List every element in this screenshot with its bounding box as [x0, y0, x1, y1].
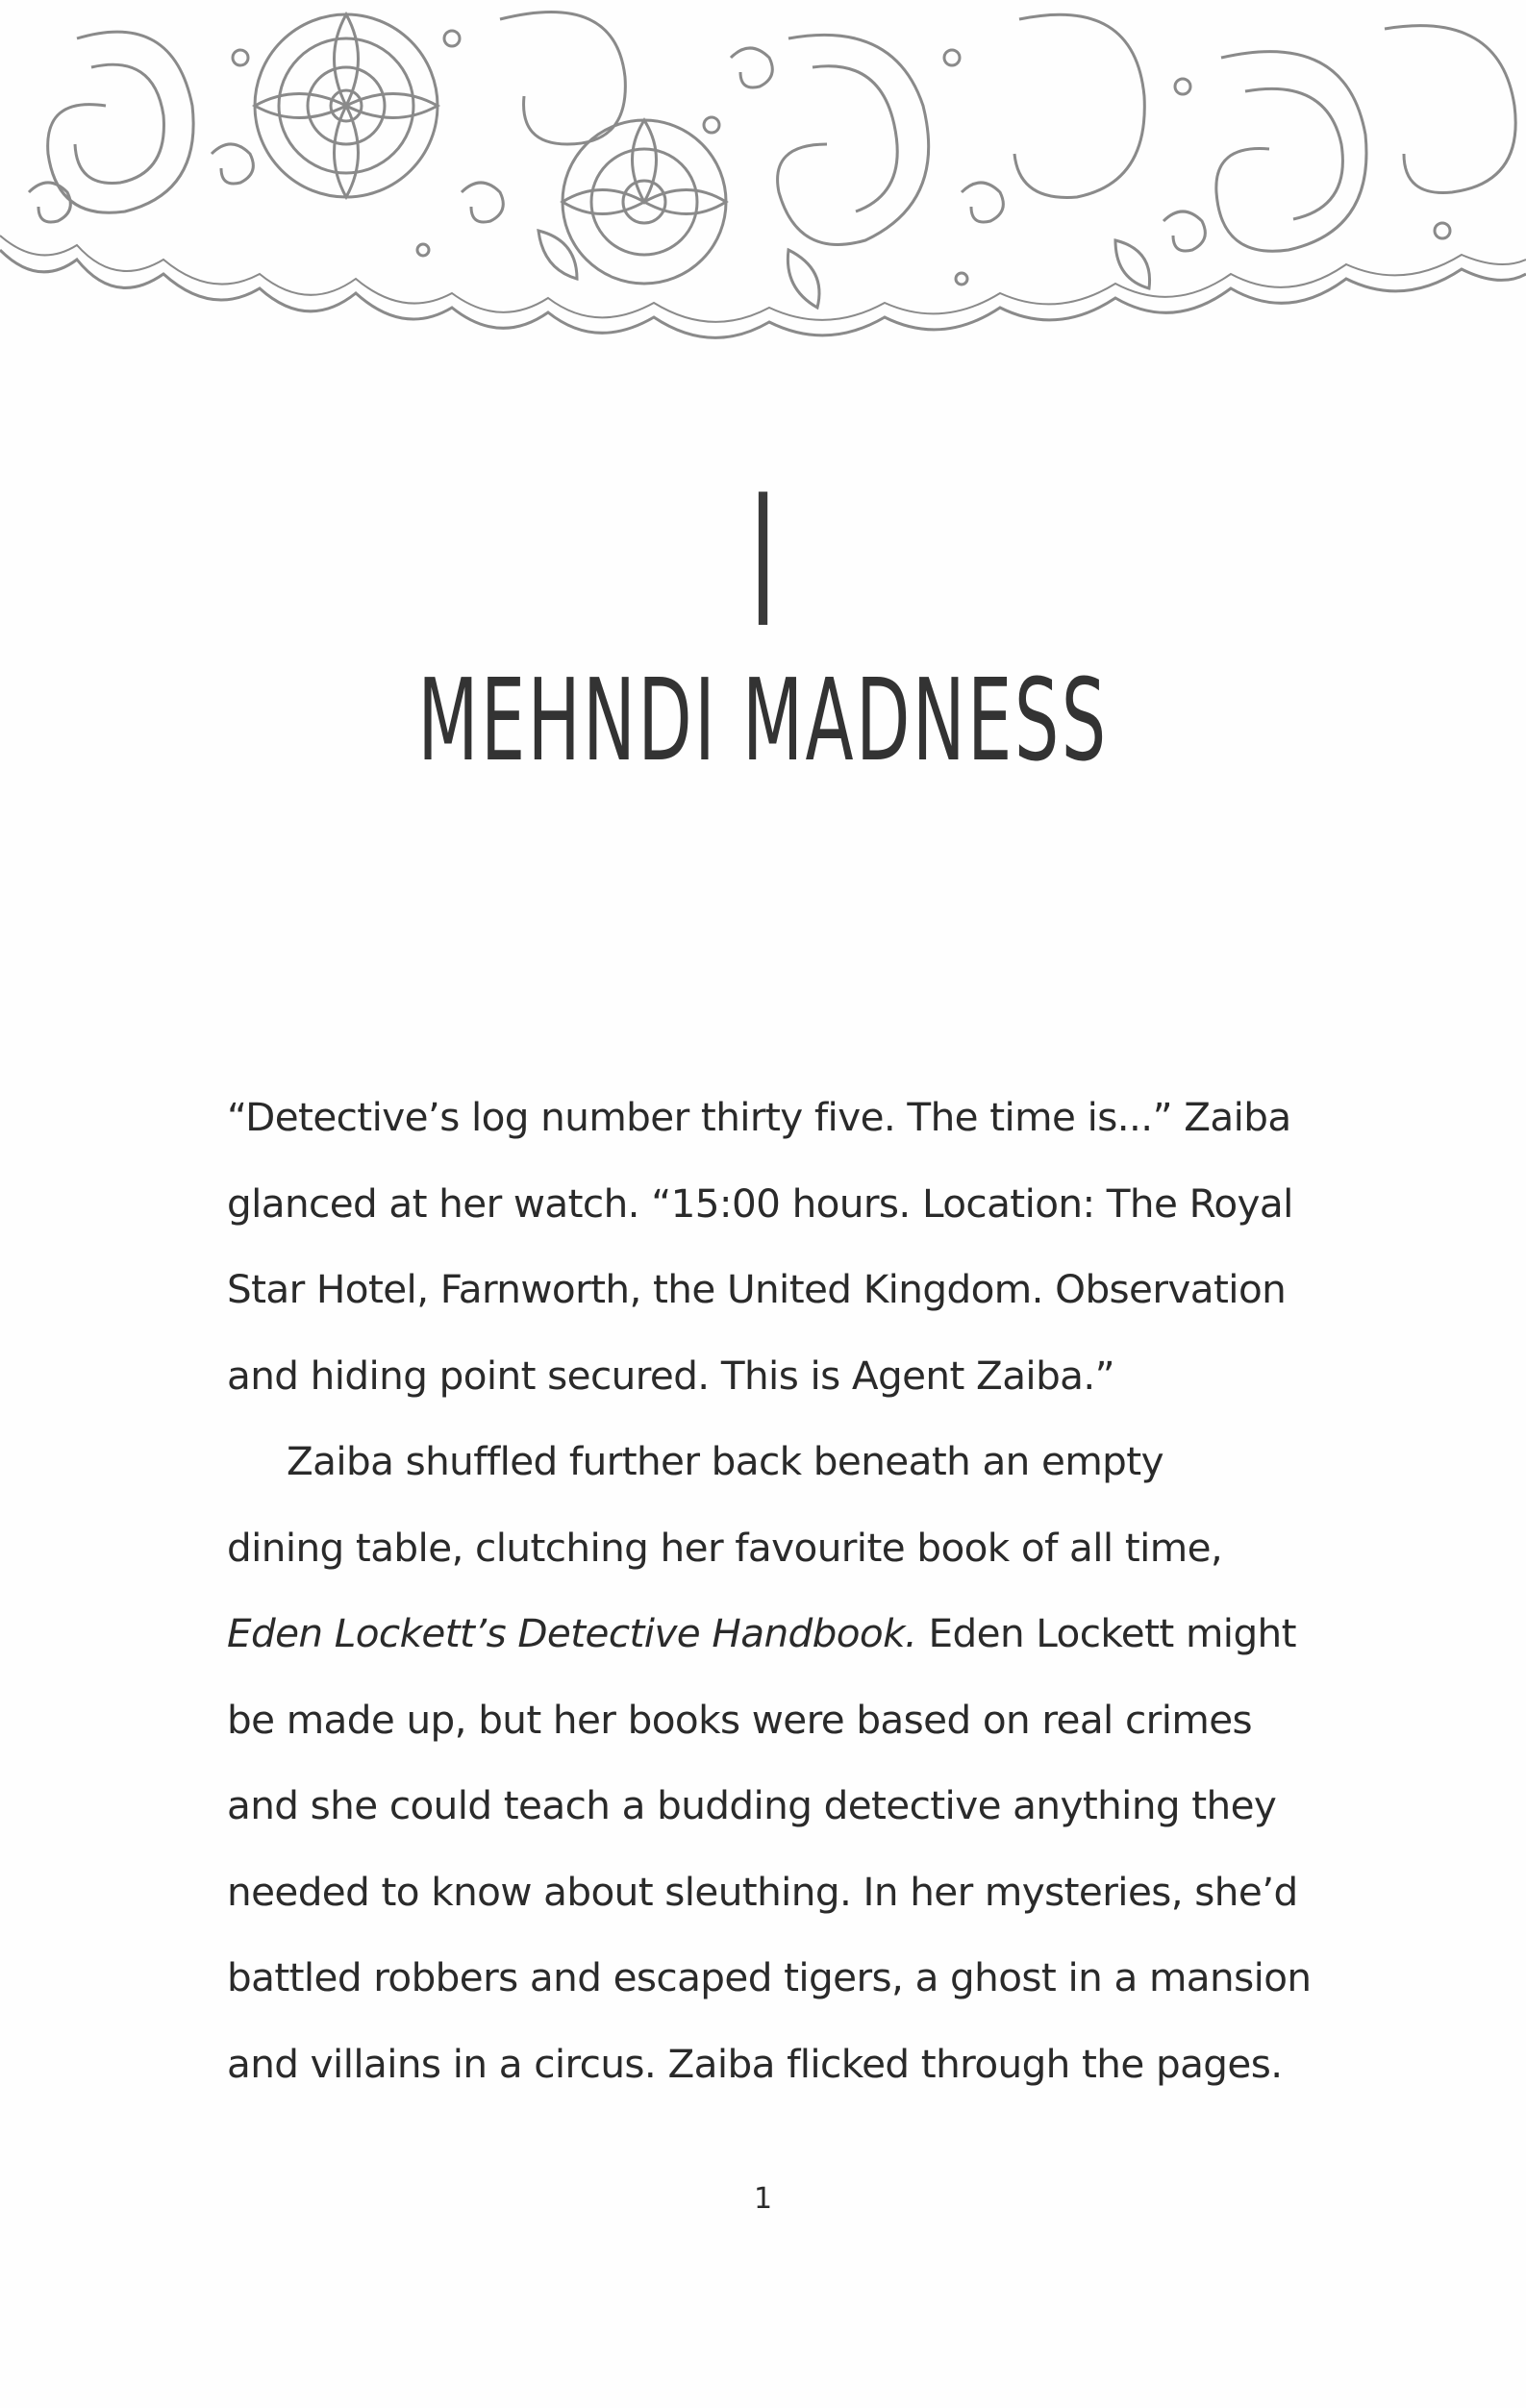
chapter-number: I: [749, 456, 777, 668]
page-number: 1: [753, 2182, 773, 2216]
body-line: glanced at her watch. “15:00 hours. Location: The Royal: [227, 1179, 1293, 1227]
body-line: be made up, but her books were based on real crimes: [227, 1696, 1253, 1743]
chapter-title: MEHNDI MADNESS: [417, 654, 1109, 786]
body-line: dining table, clutching her favourite book of all time,: [227, 1524, 1223, 1571]
body-line: and villains in a circus. Zaiba flicked through the pages.: [227, 2040, 1283, 2087]
body-line: [227, 1591, 1362, 1677]
mehndi-floral-border-icon: [0, 0, 1526, 356]
body-line: Star Hotel, Farnworth, the United Kingdom. Observation: [227, 1266, 1287, 1312]
body-line: needed to know about sleuthing. In her mysteries, she’d: [227, 1868, 1298, 1915]
body-line-tail: Eden Lockett might: [916, 1610, 1296, 1656]
body-line: and she could teach a budding detective anything they: [227, 1782, 1277, 1828]
body-line: battled robbers and escaped tigers, a ghost in a mansion: [227, 1954, 1312, 2000]
book-title: Eden Lockett’s Detective Handbook.: [227, 1610, 917, 1656]
body-line: and hiding point secured. This is Agent Zaiba.”: [227, 1352, 1115, 1399]
chapter-body: [227, 1075, 1362, 2107]
body-line: Zaiba shuffled further back beneath an empty: [287, 1438, 1163, 1484]
body-line: “Detective’s log number thirty five. The time is...” Zaiba: [227, 1094, 1291, 1140]
